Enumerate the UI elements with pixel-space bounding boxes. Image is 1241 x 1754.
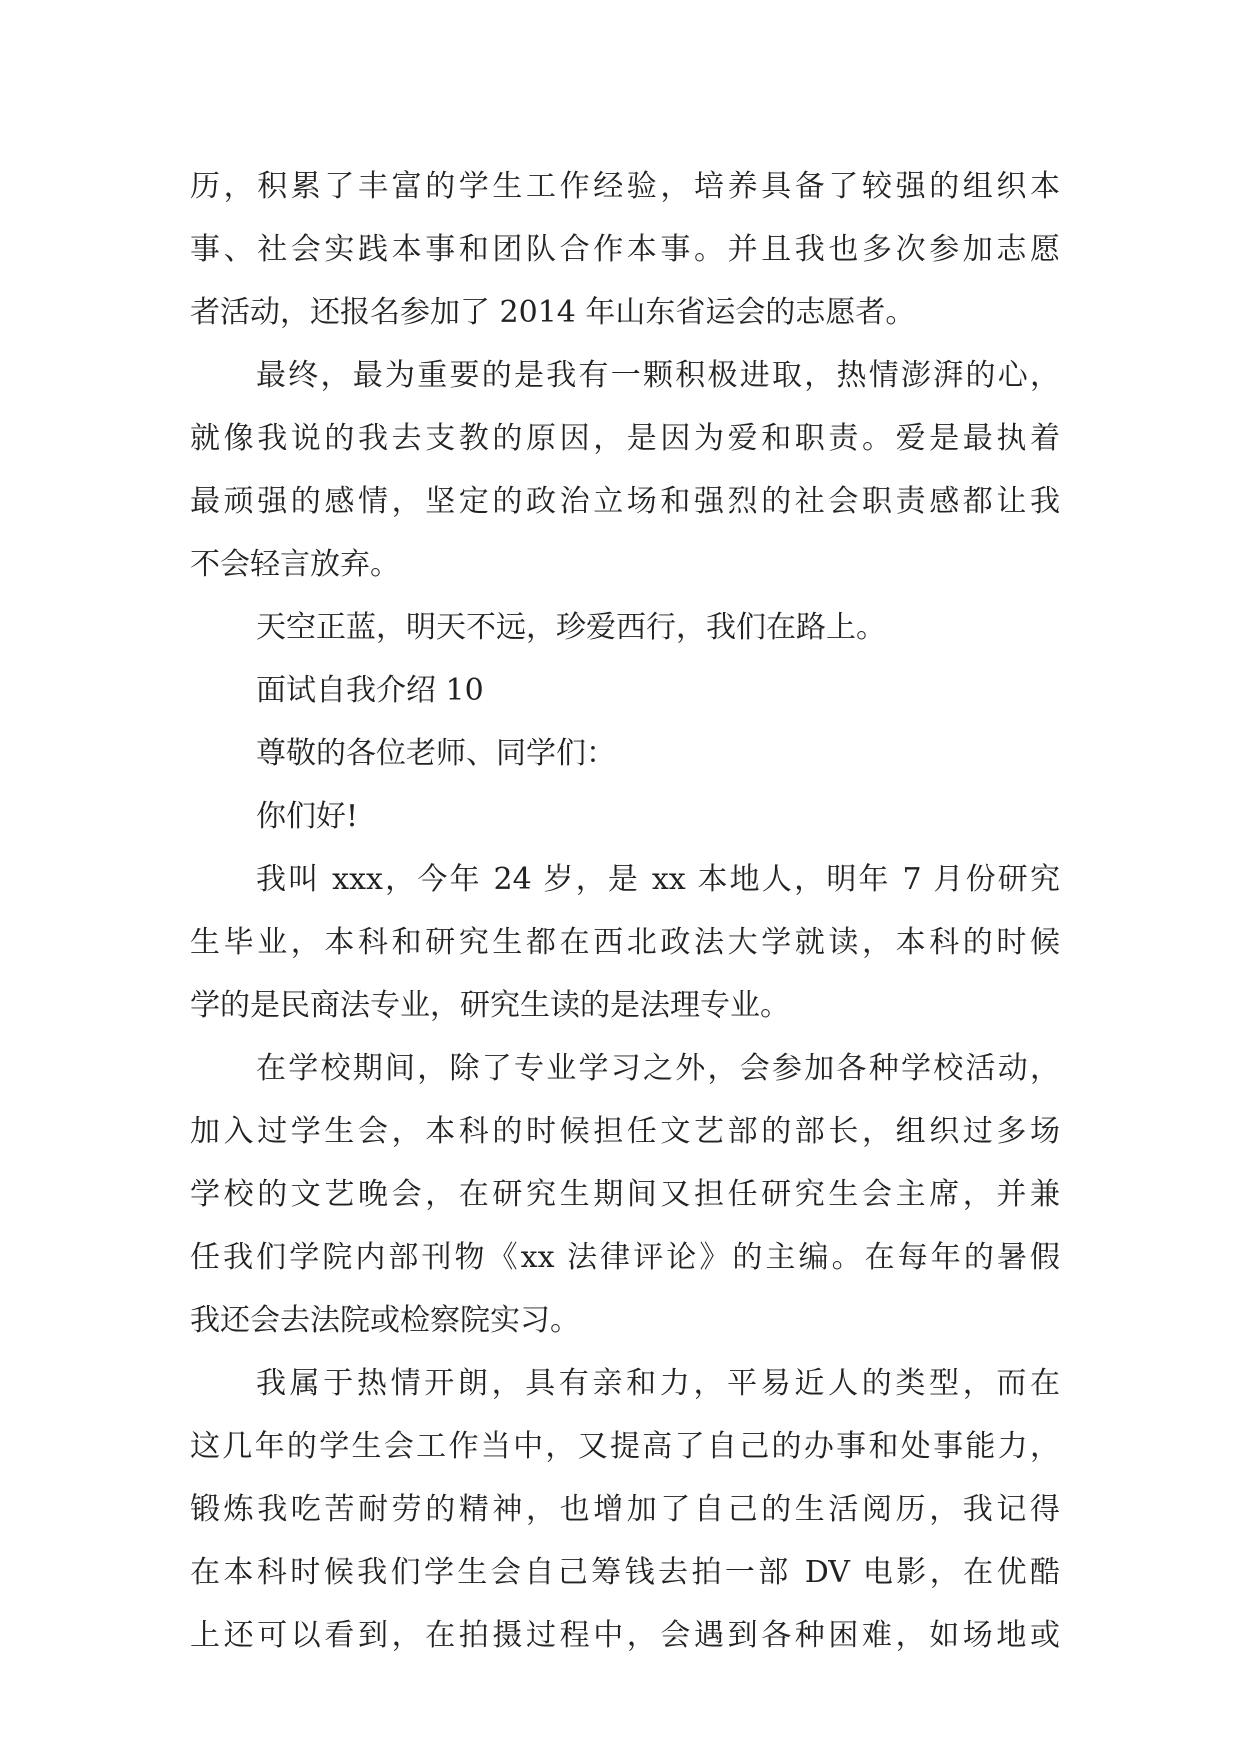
text-line: 历，积累了丰富的学生工作经验，培养具备了较强的组织本	[190, 169, 1060, 204]
text-line: 加入过学生会，本科的时候担任文艺部的部长，组织过多场	[190, 1114, 1060, 1149]
text-line: 事、社会实践本事和团队合作本事。并且我也多次参加志愿	[190, 232, 1060, 267]
text-line: 者活动，还报名参加了 2014 年山东省运会的志愿者。	[190, 295, 916, 330]
text-line: 任我们学院内部刊物《xx 法律评论》的主编。在每年的暑假	[190, 1240, 1060, 1275]
text-line: 生毕业，本科和研究生都在西北政法大学就读，本科的时候	[190, 925, 1060, 960]
text-line: 最顽强的感情，坚定的政治立场和强烈的社会职责感都让我	[190, 484, 1060, 519]
text-line: 就像我说的我去支教的原因，是因为爱和职责。爱是最执着	[190, 421, 1060, 456]
text-line: 面试自我介绍 10	[256, 673, 484, 708]
text-line: 最终，最为重要的是我有一颗积极进取，热情澎湃的心，	[256, 358, 1060, 393]
text-line: 上还可以看到，在拍摄过程中，会遇到各种困难，如场地或	[190, 1618, 1060, 1653]
text-line: 你们好!	[256, 799, 359, 834]
text-line: 在本科时候我们学生会自己筹钱去拍一部 DV 电影，在优酷	[190, 1555, 1060, 1590]
text-line: 尊敬的各位老师、同学们：	[256, 736, 616, 771]
text-line: 天空正蓝，明天不远，珍爱西行，我们在路上。	[256, 610, 886, 645]
text-line: 学的是民商法专业，研究生读的是法理专业。	[190, 988, 790, 1023]
document-body	[190, 155, 1060, 1667]
text-line: 我属于热情开朗，具有亲和力，平易近人的类型，而在	[256, 1366, 1060, 1401]
text-line: 我还会去法院或检察院实习。	[190, 1303, 580, 1338]
text-line: 我叫 xxx，今年 24 岁，是 xx 本地人，明年 7 月份研究	[256, 862, 1060, 897]
text-line: 不会轻言放弃。	[190, 547, 400, 582]
text-line: 学校的文艺晚会，在研究生期间又担任研究生会主席，并兼	[190, 1177, 1060, 1212]
text-line: 锻炼我吃苦耐劳的精神，也增加了自己的生活阅历，我记得	[190, 1492, 1060, 1527]
text-line: 在学校期间，除了专业学习之外，会参加各种学校活动，	[256, 1051, 1060, 1086]
text-line: 这几年的学生会工作当中，又提高了自己的办事和处事能力，	[190, 1429, 1060, 1464]
